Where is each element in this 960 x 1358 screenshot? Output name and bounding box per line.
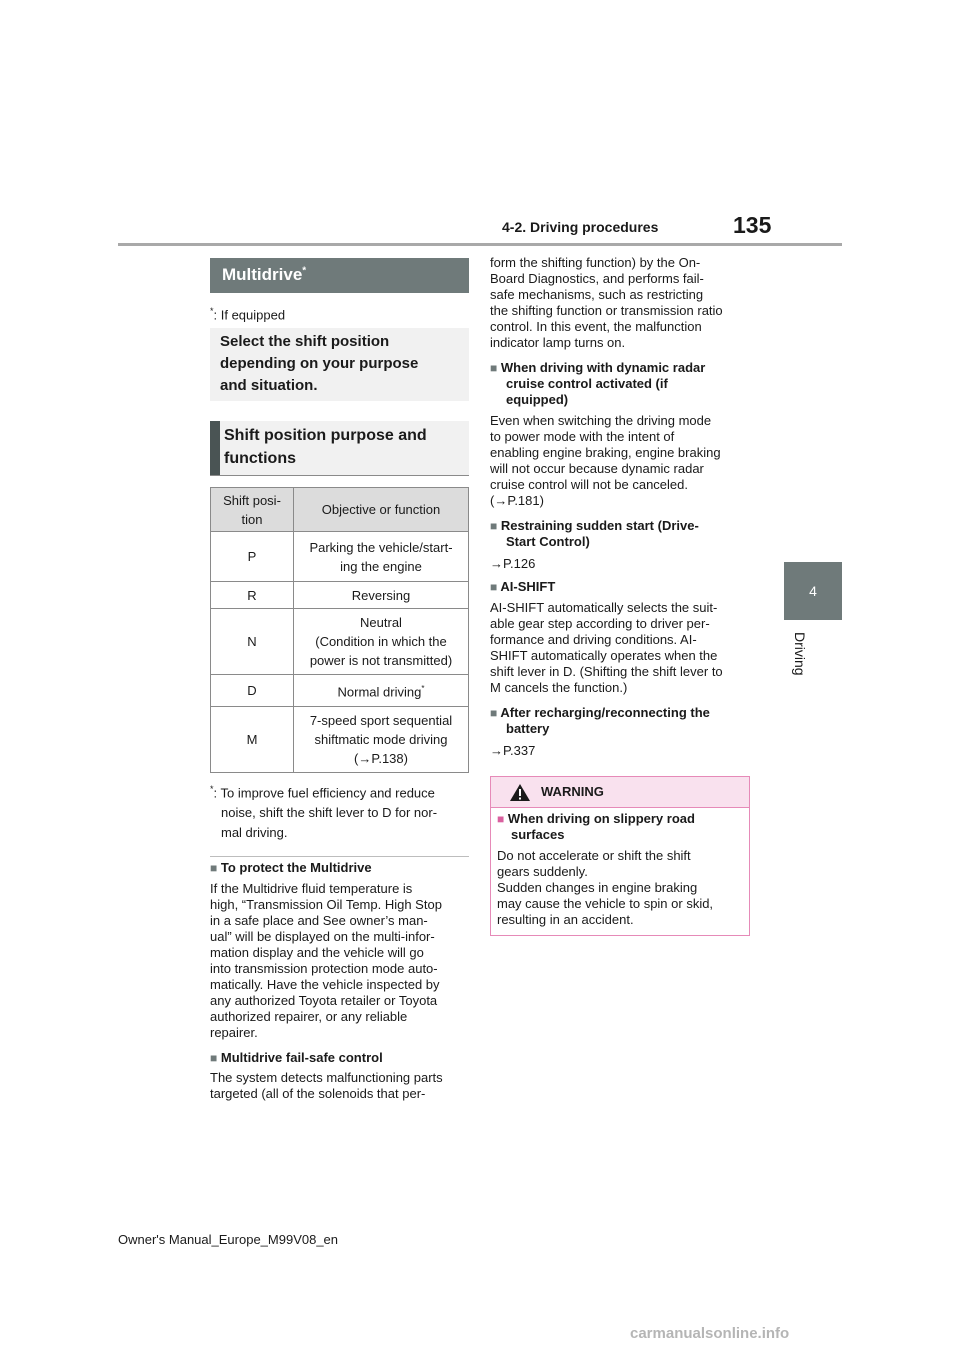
page-number: 135 <box>733 212 772 238</box>
recharge-section <box>490 705 752 759</box>
heading-underline <box>210 475 469 476</box>
header-divider <box>118 243 842 246</box>
footnote-mark: * <box>210 784 214 794</box>
watermark: carmanualsonline.info <box>630 1325 790 1342</box>
table-header-row <box>211 488 469 532</box>
radar-body: Even when switching the driving mode to power mode with the intent of enabling engine braking, engine braking will not occur because dynamic radar cruise control will not be canceled. (→P.181) <box>490 413 752 509</box>
heading-line: functions <box>224 450 296 467</box>
multidrive-mark: * <box>302 265 307 277</box>
restrain-heading: ■ Restraining sudden start (Drive- Start Control) <box>490 518 699 549</box>
chapter-tab: 4 <box>784 562 842 620</box>
cell-function: Normal driving* <box>294 675 469 707</box>
warning-triangle-icon <box>509 783 531 802</box>
aishift-heading: ■ AI-SHIFT <box>490 579 556 594</box>
chapter-label: Driving <box>792 632 808 676</box>
cell-function: 7-speed sport sequential shiftmatic mode driving (→P.138) <box>294 707 469 773</box>
square-bullet-icon: ■ <box>210 1051 218 1065</box>
shift-purpose-heading <box>210 421 469 475</box>
square-bullet-icon: ■ <box>490 706 498 720</box>
recharge-heading: ■ After recharging/reconnecting the battery <box>490 705 710 736</box>
aishift-section <box>490 579 752 696</box>
cell-function: Parking the vehicle/start- ing the engine <box>294 532 469 582</box>
cell-position: D <box>211 675 294 707</box>
table-row <box>211 675 469 707</box>
callout-line: depending on your purpose <box>220 355 419 372</box>
protect-body: If the Multidrive fluid temperature is high, “Transmission Oil Temp. High Stop in a safe place and See owner’s man- ual” will be displayed on the multi-infor- mation display and the vehicle will go into transmission protection mode auto- matically. Have the vehicle inspected by any authorized Toyota retailer or Toyota authorized repairer, or any reliable repairer. <box>210 881 442 1040</box>
square-bullet-icon: ■ <box>490 361 498 375</box>
table-row <box>211 532 469 582</box>
multidrive-heading <box>210 258 469 293</box>
cell-function: Neutral (Condition in which the power is not transmitted) <box>294 609 469 675</box>
table-row <box>211 609 469 675</box>
section-divider <box>210 856 469 857</box>
cell-position: P <box>211 532 294 582</box>
heading-line: Shift position purpose and <box>224 427 427 444</box>
shift-position-table <box>210 487 469 773</box>
footer-manual-id: Owner's Manual_Europe_M99V08_en <box>118 1232 339 1247</box>
section-title: 4-2. Driving procedures <box>502 219 659 235</box>
restrain-section <box>490 518 752 572</box>
square-bullet-icon: ■ <box>497 812 505 826</box>
radar-section <box>490 360 752 509</box>
footnote-mark: * <box>210 306 214 316</box>
warning-box <box>490 776 750 936</box>
failsafe-section <box>210 1050 472 1102</box>
equipped-footnote <box>210 306 285 322</box>
header-objective: Objective or function <box>294 488 469 532</box>
square-bullet-icon: ■ <box>490 580 498 594</box>
callout-line: Select the shift position <box>220 333 390 350</box>
instruction-callout <box>210 328 469 401</box>
page-reference[interactable]: →P.337 <box>490 743 536 758</box>
protect-section <box>210 860 472 1041</box>
callout-line: and situation. <box>220 377 318 394</box>
multidrive-title: Multidrive <box>222 265 303 284</box>
warning-title: WARNING <box>541 784 604 799</box>
table-row <box>211 707 469 773</box>
failsafe-body: The system detects malfunctioning parts targeted (all of the solenoids that per- <box>210 1070 443 1101</box>
cell-function: Reversing <box>294 582 469 609</box>
cell-position: R <box>211 582 294 609</box>
warning-subheading: ■ When driving on slippery road surfaces <box>497 811 695 842</box>
warning-body: Do not accelerate or shift the shift gears suddenly. Sudden changes in engine braking may cause the vehicle to spin or skid, resulting in an accident. <box>497 848 714 927</box>
table-footnote: *: To improve fuel efficiency and reduce noise, shift the shift lever to D for nor- mal driving. <box>210 784 438 841</box>
page-reference[interactable]: →P.126 <box>490 556 536 571</box>
header-shift-position: Shift posi- tion <box>211 488 294 532</box>
failsafe-heading: ■ Multidrive fail-safe control <box>210 1050 383 1065</box>
footnote-mark: * <box>421 684 425 694</box>
square-bullet-icon: ■ <box>210 861 218 875</box>
table-row <box>211 582 469 609</box>
radar-heading: ■ When driving with dynamic radar cruise control activated (if equipped) <box>490 360 706 407</box>
square-bullet-icon: ■ <box>490 519 498 533</box>
warning-header <box>491 777 749 808</box>
cell-position: N <box>211 609 294 675</box>
protect-heading: ■ To protect the Multidrive <box>210 860 372 875</box>
footnote-text: : If equipped <box>213 307 286 323</box>
aishift-body: AI-SHIFT automatically selects the suit- able gear step according to driver per- formance and driving conditions. AI- SHIFT automatically operates when the shift lever in D. (Shifting the shift lever to M cancels the function.) <box>490 600 723 695</box>
page-reference[interactable]: (→P.181) <box>490 493 544 508</box>
failsafe-continued: form the shifting function) by the On- Board Diagnostics, and performs fail- safe mechanisms, such as restricting the shifting function or transmission ratio control. In this event, the malfunction indicator lamp turns on. <box>490 255 723 350</box>
warning-content <box>497 811 743 928</box>
cell-position: M <box>211 707 294 773</box>
